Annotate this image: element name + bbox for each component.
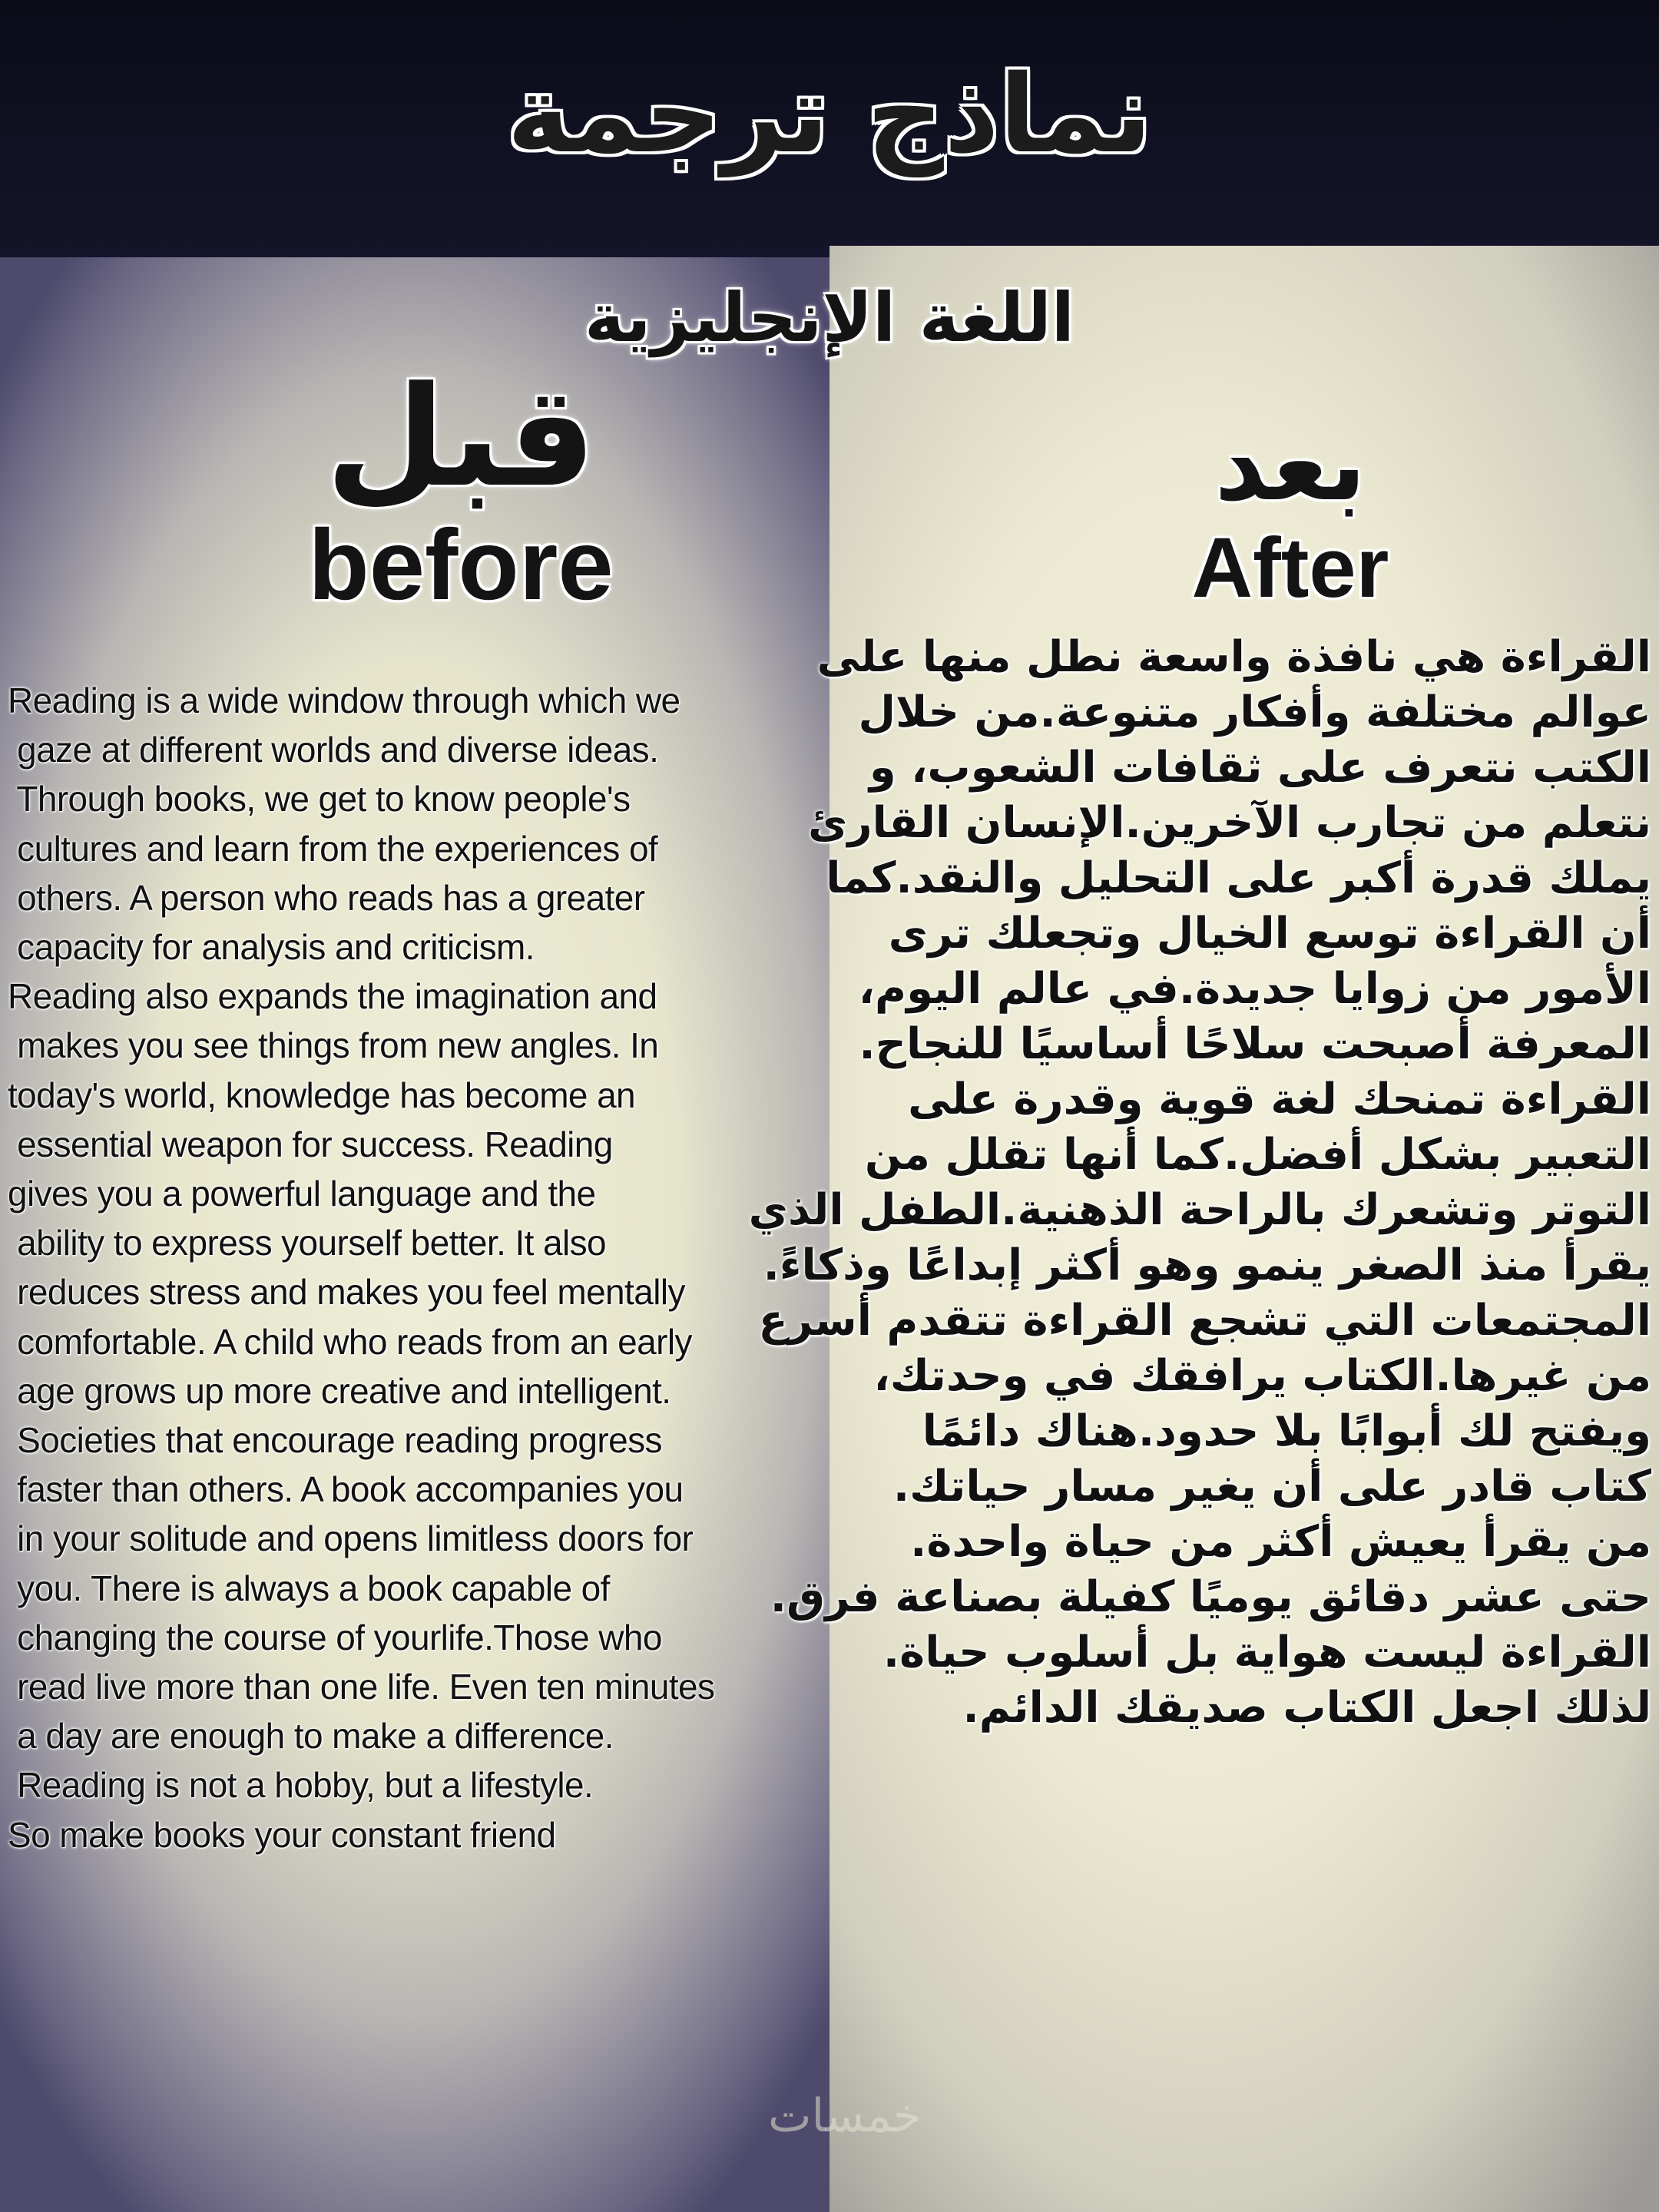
arabic-text-line: من غيرها.الكتاب يرافقك في وحدتك، bbox=[873, 1351, 1651, 1401]
arabic-text-line: ويفتح لك أبوابًا بلا حدود.هناك دائمًا bbox=[922, 1406, 1651, 1456]
english-text-line: Through books, we get to know people's bbox=[8, 779, 631, 820]
after-heading-arabic: بعد bbox=[1214, 406, 1366, 523]
page-title: نماذج ترجمة bbox=[507, 52, 1152, 177]
english-text-line: age grows up more creative and intelligent. bbox=[8, 1370, 671, 1411]
arabic-text-line: عوالم مختلفة وأفكار متنوعة.من خلال bbox=[858, 687, 1651, 737]
arabic-text-line: المعرفة أصبحت سلاحًا أساسيًا للنجاح. bbox=[859, 1019, 1651, 1069]
english-source-text bbox=[8, 676, 830, 1859]
english-text-line: Societies that encourage reading progress bbox=[8, 1420, 662, 1461]
arabic-text-line: القراءة هي نافذة واسعة نطل منها على bbox=[816, 632, 1651, 682]
english-text-line: Reading is not a hobby, but a lifestyle. bbox=[8, 1765, 594, 1806]
arabic-text-line: التوتر وتشعرك بالراحة الذهنية.الطفل الذي bbox=[748, 1185, 1651, 1235]
arabic-text-line: من يقرأ يعيش أكثر من حياة واحدة. bbox=[910, 1517, 1651, 1567]
before-heading-arabic: قبل bbox=[325, 357, 596, 518]
english-text-line: changing the course of yourlife.Those who bbox=[8, 1617, 662, 1657]
english-text-line: you. There is always a book capable of bbox=[8, 1568, 610, 1608]
english-text-line: faster than others. A book accompanies you bbox=[8, 1469, 684, 1510]
arabic-text-line: المجتمعات التي تشجع القراءة تتقدم أسرع bbox=[758, 1296, 1651, 1346]
language-subtitle: اللغة الإنجليزية bbox=[584, 278, 1075, 357]
arabic-text-line: نتعلم من تجارب الآخرين.الإنسان القارئ bbox=[808, 798, 1651, 848]
english-text-line: gaze at different worlds and diverse ideas. bbox=[8, 730, 659, 770]
english-text-line: essential weapon for success. Reading bbox=[8, 1124, 613, 1164]
english-text-line: capacity for analysis and criticism. bbox=[8, 927, 535, 968]
english-text-line: in your solitude and opens limitless doors for bbox=[8, 1518, 694, 1559]
arabic-text-line: حتى عشر دقائق يوميًا كفيلة بصناعة فرق. bbox=[770, 1572, 1651, 1622]
english-text-line: others. A person who reads has a greater bbox=[8, 877, 645, 918]
english-text-line: reduces stress and makes you feel mentally bbox=[8, 1272, 685, 1313]
arabic-text-line: القراءة ليست هواية بل أسلوب حياة. bbox=[882, 1628, 1651, 1677]
arabic-text-line: أن القراءة توسع الخيال وتجعلك ترى bbox=[888, 909, 1651, 959]
arabic-translation-text bbox=[748, 630, 1651, 1736]
after-heading-english: After bbox=[1191, 521, 1389, 615]
arabic-text-line: كتاب قادر على أن يغير مسار حياتك. bbox=[892, 1462, 1651, 1512]
arabic-text-line: يملك قدرة أكبر على التحليل والنقد.كما bbox=[826, 853, 1651, 903]
arabic-text-line: الأمور من زوايا جديدة.في عالم اليوم، bbox=[858, 964, 1651, 1014]
watermark-logo: خمسات bbox=[767, 2089, 922, 2143]
english-text-line: Reading also expands the imagination and bbox=[8, 976, 657, 1017]
arabic-text-line: الكتب نتعرف على ثقافات الشعوب، و bbox=[869, 743, 1651, 793]
arabic-text-line: لذلك اجعل الكتاب صديقك الدائم. bbox=[962, 1683, 1651, 1733]
english-text-line: So make books your constant friend bbox=[8, 1814, 556, 1855]
english-text-line: makes you see things from new angles. In bbox=[8, 1025, 659, 1066]
english-text-line: read live more than one life. Even ten minutes bbox=[8, 1667, 715, 1707]
english-text-line: Reading is a wide window through which we bbox=[8, 680, 680, 720]
arabic-text-line: القراءة تمنحك لغة قوية وقدرة على bbox=[908, 1075, 1651, 1124]
english-text-line: cultures and learn from the experiences of bbox=[8, 828, 658, 869]
english-text-line: comfortable. A child who reads from an early bbox=[8, 1321, 692, 1362]
before-heading-english: before bbox=[308, 508, 614, 621]
english-text-line: ability to express yourself better. It also bbox=[8, 1223, 606, 1263]
english-text-line: gives you a powerful language and the bbox=[8, 1174, 596, 1214]
arabic-text-line: التعبير بشكل أفضل.كما أنها تقلل من bbox=[864, 1130, 1651, 1180]
arabic-text-line: يقرأ منذ الصغر ينمو وهو أكثر إبداعًا وذكاءً. bbox=[763, 1240, 1651, 1290]
english-text-line: a day are enough to make a difference. bbox=[8, 1716, 614, 1757]
english-text-line: today's world, knowledge has become an bbox=[8, 1075, 636, 1115]
